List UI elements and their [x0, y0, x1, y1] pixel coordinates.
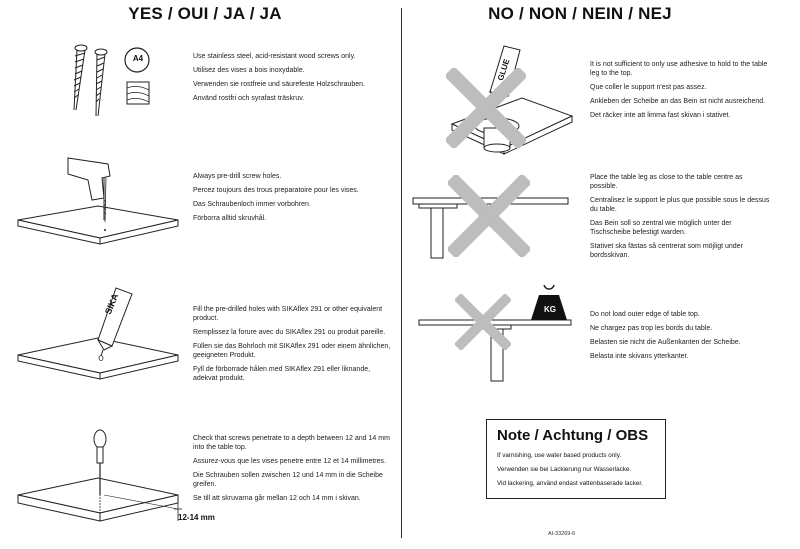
no-1-line-3: Ankleben der Scheibe an das Bein ist nicht ausreichend.	[590, 98, 766, 105]
no-1-line-4: Det räcker inte att limma fast skivan i stativet.	[590, 112, 731, 119]
yes-4-line-4: Se till att skruvarna går mellan 12 och 14 mm i skivan.	[193, 495, 361, 502]
no-2-line-4: Stativet ska fästas så centrerat som möjligt under bordsskivan.	[590, 243, 743, 259]
yes-1-line-2: Utilisez des vises a bois inoxydable.	[193, 67, 305, 74]
no-heading: NO / NON / NEIN / NEJ	[488, 4, 672, 23]
sika-label: SIKA	[103, 292, 121, 316]
yes-2-line-4: Förborra alltid skruvhål.	[193, 215, 267, 222]
yes-2-line-1: Always pre-drill screw holes.	[193, 173, 282, 180]
yes-3-line-1: Fill the pre-drilled holes with SIKAflex 291 or other equivalent product.	[193, 306, 383, 322]
glue-label: GLUE	[496, 57, 512, 82]
yes-1-line-4: Använd rostfri och syrafast träskruv.	[193, 95, 305, 102]
yes-4-line-2: Assurez-vous que les vises penetre entre 12 et 14 millimetres.	[193, 458, 386, 465]
note-line-1: If varnishing, use water based products only.	[497, 452, 622, 459]
column-divider	[401, 8, 402, 538]
yes-text-2	[193, 172, 393, 228]
drill-illustration	[8, 150, 188, 275]
yes-2-line-2: Percez toujours des trous preparatoire pour les vises.	[193, 187, 359, 194]
note-line-2: Verwenden sie bei Lackierung nur Wasserlacke.	[497, 466, 632, 473]
yes-1-line-3: Verwenden sie rostfreie und säurefeste Holzschrauben.	[193, 81, 365, 88]
sika-tube-illustration	[8, 280, 188, 395]
cross-icon-1	[446, 68, 526, 148]
no-2-line-1: Place the table leg as close to the table centre as possible.	[590, 174, 743, 190]
kg-label: KG	[544, 305, 556, 314]
no-3-line-2: Ne chargez pas trop les bords du table.	[590, 325, 713, 332]
yes-3-line-3: Füllen sie das Bohrloch mit SIKAflex 291 oder einem ähnlichen, geeigneten Produkt.	[193, 343, 391, 359]
yes-heading: YES / OUI / JA / JA	[128, 4, 282, 23]
no-text-3	[590, 310, 770, 366]
cross-icon-2	[448, 175, 530, 257]
yes-text-1	[193, 52, 393, 108]
note-line-3: Vid lackering, använd endast vattenbaserade lacker.	[497, 480, 643, 487]
yes-4-line-3: Die Schrauben sollen zwischen 12 und 14 mm in die Scheibe greifen.	[193, 472, 383, 488]
yes-3-line-2: Remplissez la forure avec du SIKAflex 291 ou produit pareille.	[193, 329, 386, 336]
note-title: Note / Achtung / OBS	[497, 427, 649, 444]
note-lines	[497, 452, 643, 494]
a4-label: A4	[132, 54, 144, 63]
cross-icon-3	[455, 294, 511, 350]
no-2-line-3: Das Bein soll so zentral wie möglich unter der Tischscheibe befestigt warden.	[590, 220, 732, 236]
no-1-line-1: It is not sufficient to only use adhesive to hold to the table leg to the top.	[590, 61, 768, 77]
yes-1-line-1: Use stainless steel, acid-resistant wood screws only.	[193, 53, 356, 60]
no-3-line-3: Belasten sie nicht die Außenkanten der Scheibe.	[590, 339, 741, 346]
yes-text-4	[193, 434, 393, 508]
no-2-line-2: Centralisez le support le plus que possible sous le dessus du table.	[590, 197, 770, 213]
yes-4-line-1: Check that screws penetrate to a depth between 12 and 14 mm into the table top.	[193, 435, 390, 451]
depth-label: 12-14 mm	[178, 513, 215, 522]
document-reference: AI-33269-6	[548, 531, 576, 537]
yes-3-line-4: Fyll de förborrade hålen med SIKAflex 291 eller liknande, adekvat produkt.	[193, 366, 371, 382]
no-1-line-2: Que coller le support n'est pas assez.	[590, 84, 707, 91]
note-box	[486, 419, 666, 499]
yes-2-line-3: Das Schraubenloch immer vorbohren.	[193, 201, 311, 208]
no-text-1	[590, 60, 770, 125]
screws-illustration	[65, 38, 175, 128]
no-3-line-4: Belasta inte skivans ytterkanter.	[590, 353, 689, 360]
yes-text-3	[193, 305, 393, 388]
no-text-2	[590, 173, 770, 265]
no-3-line-1: Do not load outer edge of table top.	[590, 311, 700, 318]
